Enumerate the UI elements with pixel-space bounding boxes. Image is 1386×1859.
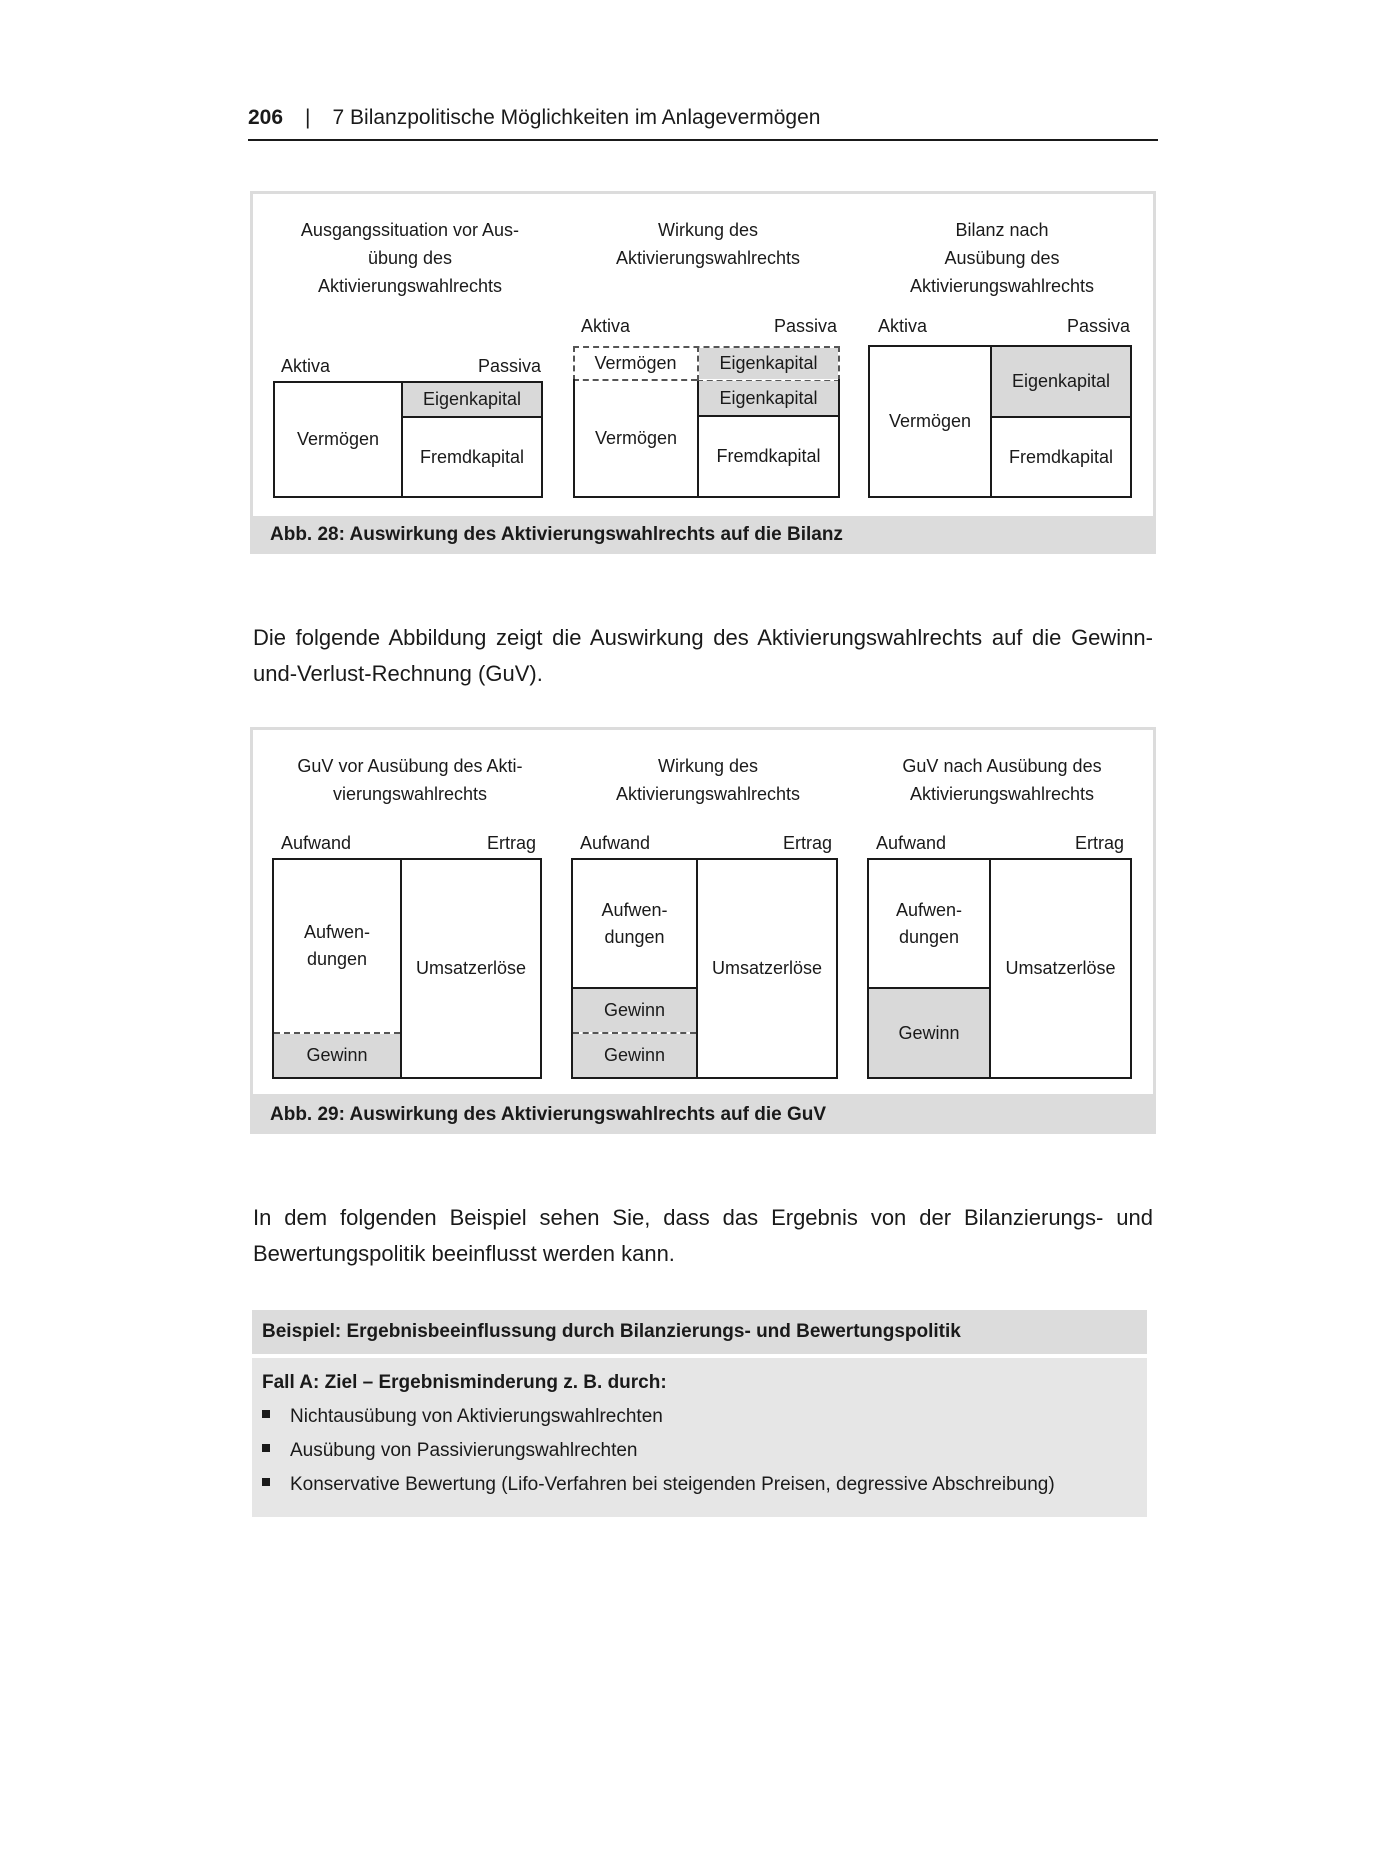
fig29-p1-ertrag-label: Ertrag xyxy=(487,833,537,853)
edge xyxy=(838,379,840,382)
fig29-p1-aufwand-label: Aufwand xyxy=(281,833,352,853)
running-header xyxy=(248,106,820,130)
fig28-p2-balance-box xyxy=(573,381,840,498)
equity-cell: Eigenkapital xyxy=(992,347,1130,416)
title-line: Aktivierungswahlrechts xyxy=(615,784,801,804)
equity-added-cell: Eigenkapital xyxy=(699,348,838,379)
list-item xyxy=(262,1471,1055,1499)
debt-cell: Fremdkapital xyxy=(716,446,821,466)
expenses-cell: Aufwen- dungen xyxy=(895,899,963,947)
fig29-p1-guv-box xyxy=(272,858,542,1079)
figure-29-caption: Abb. 29: Auswirkung des Aktivierungswahlrechts auf die GuV xyxy=(250,1096,1156,1134)
fig28-p2-passiva-label: Passiva xyxy=(774,316,838,336)
profit-cell: Gewinn xyxy=(573,1034,696,1077)
asset-added-cell: Vermögen xyxy=(594,353,677,373)
asset-cell: Vermögen xyxy=(296,429,380,449)
fig29-panel1-title xyxy=(280,752,540,808)
list-item xyxy=(262,1437,638,1465)
body-paragraph-1: Die folgende Abbildung zeigt die Auswirkung des Aktivierungswahlrechts auf die Gewinn-und-Verlust-Rechnung (GuV). xyxy=(253,625,1153,686)
fig28-p2-aktiva-label: Aktiva xyxy=(581,316,631,336)
header-separator: | xyxy=(305,106,311,129)
profit-cell: Gewinn xyxy=(274,1034,400,1077)
fig28-p3-aktiva-label: Aktiva xyxy=(878,316,928,336)
header-rule xyxy=(248,139,1158,141)
equity-cell: Eigenkapital xyxy=(403,383,541,416)
fig29-p3-aufwand-label: Aufwand xyxy=(876,833,947,853)
example-subtitle: Fall A: Ziel – Ergebnisminderung z. B. durch: xyxy=(262,1372,667,1393)
fig29-p2-guv-box xyxy=(571,858,838,1079)
revenue-cell: Umsatzerlöse xyxy=(1005,958,1116,978)
title-line: Bilanz nach xyxy=(955,220,1049,240)
fig29-panel3-title xyxy=(872,752,1132,808)
profit-cell: Gewinn xyxy=(869,989,989,1077)
asset-cell: Vermögen xyxy=(888,411,972,431)
page-number: 206 xyxy=(248,106,284,129)
title-line: Ausgangssituation vor Aus- xyxy=(300,220,520,240)
expenses-cell: Aufwen- dungen xyxy=(303,922,371,969)
fig28-p1-balance-box xyxy=(273,381,543,498)
fig28-p3-balance-box xyxy=(868,345,1132,498)
title-line: GuV vor Ausübung des Akti- xyxy=(297,756,523,776)
fig29-panel2-title xyxy=(578,752,838,808)
fig28-panel3-title xyxy=(872,216,1132,300)
chapter-title: 7 Bilanzpolitische Möglichkeiten im Anlagevermögen xyxy=(332,106,821,129)
list-item-text: Konservative Bewertung (Lifo-Verfahren bei steigenden Preisen, degressive Abschreibung) xyxy=(290,1474,1055,1495)
figure-28-caption: Abb. 28: Auswirkung des Aktivierungswahlrechts auf die Bilanz xyxy=(250,516,1156,554)
debt-cell: Fremdkapital xyxy=(419,446,525,467)
title-line: übung des xyxy=(367,248,453,268)
title-line: Aktivierungswahlrechts xyxy=(615,248,801,268)
fig29-p2-ertrag-label: Ertrag xyxy=(783,833,833,853)
asset-cell: Vermögen xyxy=(594,428,678,448)
example-header: Beispiel: Ergebnisbeeinflussung durch Bilanzierungs- und Bewertungspolitik xyxy=(252,1310,1147,1354)
title-line: GuV nach Ausübung des xyxy=(902,756,1102,776)
revenue-cell: Umsatzerlöse xyxy=(415,958,527,978)
list-item-text: Ausübung von Passivierungswahlrechten xyxy=(290,1440,638,1461)
fig28-p1-passiva-label: Passiva xyxy=(478,356,542,376)
profit-new-cell: Gewinn xyxy=(573,989,696,1032)
title-line: Aktivierungswahlrechts xyxy=(909,784,1095,804)
title-line: Wirkung des xyxy=(657,756,759,776)
title-line: Aktivierungswahlrechts xyxy=(317,276,503,296)
edge xyxy=(573,379,575,382)
fig28-p1-aktiva-label: Aktiva xyxy=(281,356,331,376)
revenue-cell: Umsatzerlöse xyxy=(711,958,823,978)
bullet-icon xyxy=(262,1444,270,1452)
bullet-icon xyxy=(262,1478,270,1486)
title-line: Ausübung des xyxy=(944,248,1060,268)
expenses-cell: Aufwen- dungen xyxy=(601,899,668,947)
fig28-p3-passiva-label: Passiva xyxy=(1067,316,1131,336)
fig29-p3-ertrag-label: Ertrag xyxy=(1075,833,1125,853)
fig29-p3-guv-box xyxy=(867,858,1132,1079)
debt-cell: Fremdkapital xyxy=(1008,446,1114,467)
fig29-p2-aufwand-label: Aufwand xyxy=(580,833,651,853)
fig28-panel1-title xyxy=(280,216,540,300)
title-line: Wirkung des xyxy=(657,220,759,240)
body-paragraph-2: In dem folgenden Beispiel sehen Sie, dass das Ergebnis von der Bilanzierungs- und Bewertungspolitik beeinflusst werden kann. xyxy=(253,1205,1153,1266)
list-item xyxy=(262,1403,663,1431)
fig28-panel2-title xyxy=(578,216,838,272)
list-item-text: Nichtausübung von Aktivierungswahlrechten xyxy=(290,1406,663,1427)
title-line: vierungswahlrechts xyxy=(332,784,488,804)
equity-cell: Eigenkapital xyxy=(699,381,838,415)
bullet-icon xyxy=(262,1410,270,1418)
title-line: Aktivierungswahlrechts xyxy=(909,276,1095,296)
